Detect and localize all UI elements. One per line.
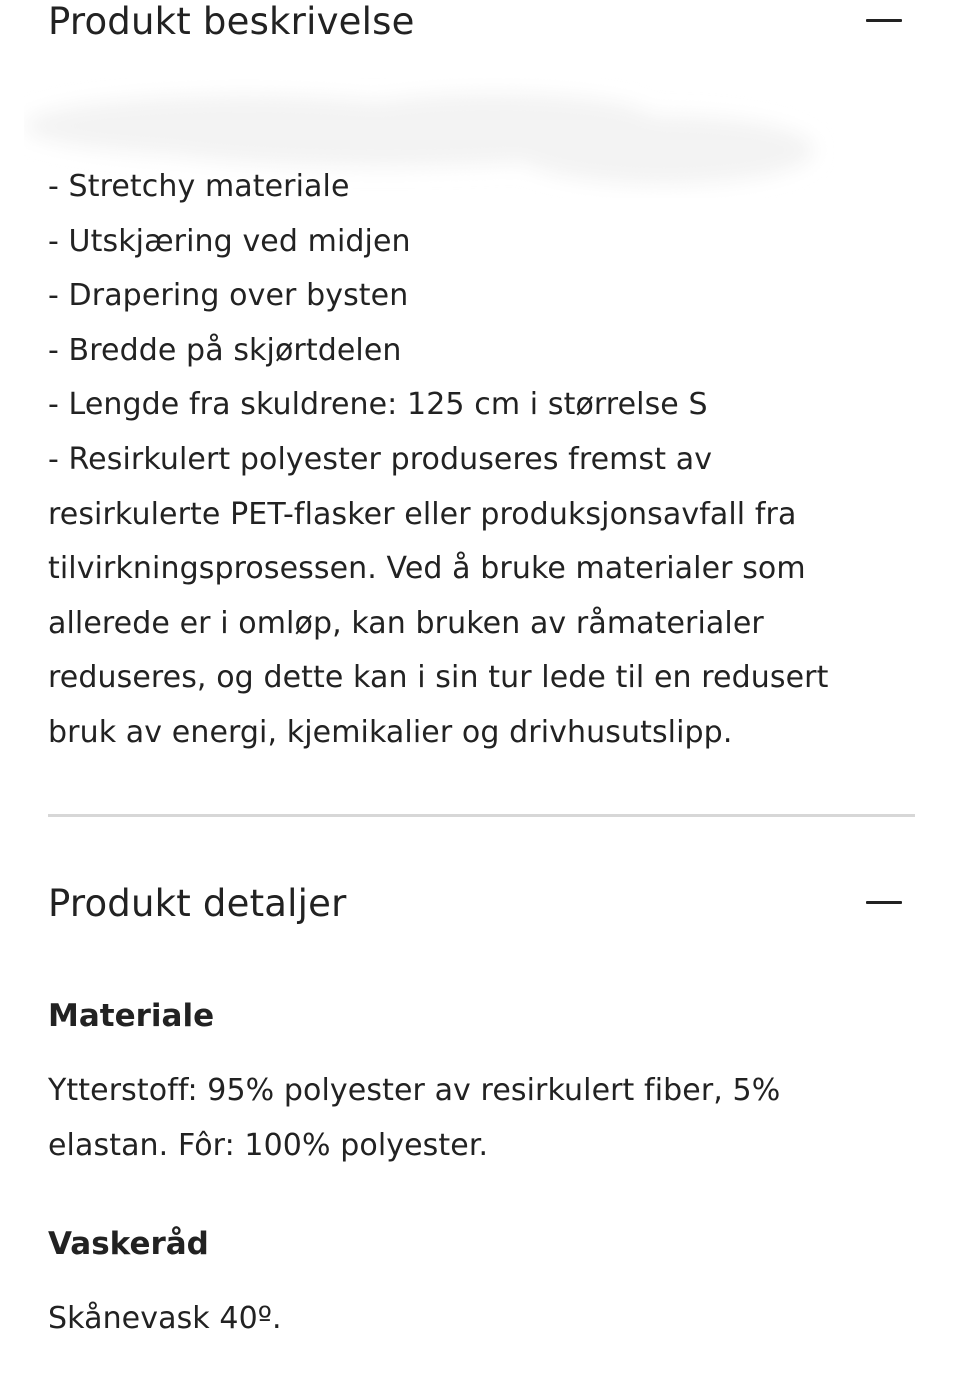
description-line: - Drapering over bysten	[48, 278, 409, 314]
description-line: resirkulerte PET-flasker eller produksjonsavfall fra	[48, 496, 797, 532]
care-line: Skånevask 40º.	[48, 1301, 282, 1336]
material-line: elastan. Fôr: 100% polyester.	[48, 1127, 489, 1163]
description-line: - Bredde på skjørtdelen	[48, 332, 402, 368]
description-line: - Utskjæring ved midjen	[48, 223, 411, 259]
minus-icon	[866, 901, 902, 904]
description-line: - Stretchy materiale	[48, 169, 350, 204]
description-line: reduseres, og dette kan i sin tur lede til en redusert	[48, 660, 829, 696]
description-line: bruk av energi, kjemikalier og drivhusutslipp.	[48, 714, 733, 750]
material-heading: Materiale	[48, 998, 215, 1034]
product-description-title[interactable]: Produkt beskrivelse	[48, 0, 415, 43]
section-divider	[48, 814, 915, 817]
care-text	[48, 1292, 908, 1347]
minus-icon	[866, 19, 902, 22]
material-text	[48, 1064, 908, 1173]
care-heading: Vaskeråd	[48, 1226, 209, 1262]
collapse-details-button[interactable]	[866, 888, 902, 918]
collapse-description-button[interactable]	[866, 6, 902, 36]
product-description-text	[48, 160, 908, 761]
material-line: Ytterstoff: 95% polyester av resirkulert fiber, 5%	[48, 1073, 781, 1108]
product-details-title[interactable]: Produkt detaljer	[48, 882, 347, 925]
description-line: allerede er i omløp, kan bruken av råmaterialer	[48, 605, 764, 641]
description-line: - Resirkulert polyester produseres fremst av	[48, 441, 713, 477]
description-line: tilvirkningsprosessen. Ved å bruke materialer som	[48, 551, 806, 587]
description-line: - Lengde fra skuldrene: 125 cm i størrelse S	[48, 387, 708, 423]
